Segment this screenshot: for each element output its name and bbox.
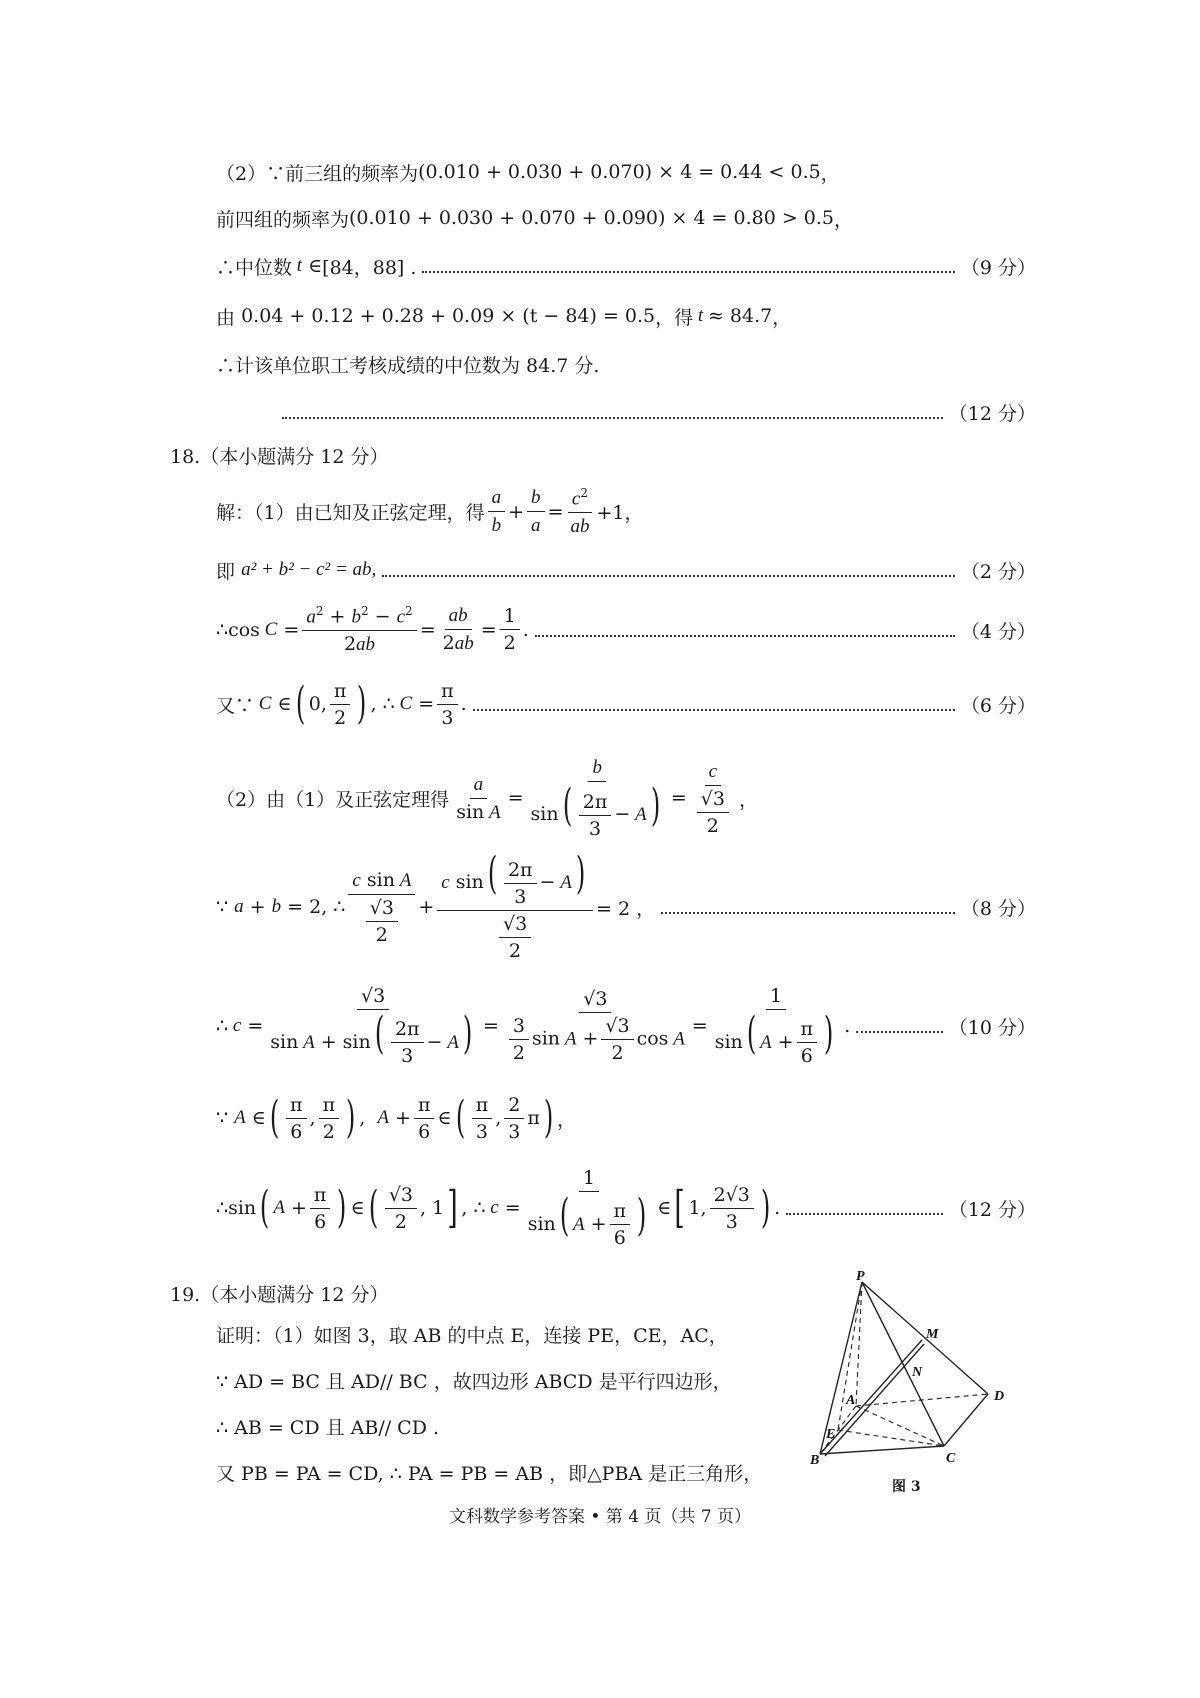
label-M: M [926,1327,939,1342]
page-footer: 文科数学参考答案 • 第 4 页（共 7 页） [448,1507,752,1527]
p17-conclusion: ∴计该单位职工考核成绩的中位数为 84.7 分. [216,354,600,377]
score-mark: （2 分） [960,560,1036,583]
q18-step-1: 解：（1）由已知及正弦定理，得 $\frac{a}{b}$ + $\frac{b}{a}$ = $\frac{c^2}{ab}$ +1， [216,485,644,538]
q18-step-3: ∴cos C = $\frac{a^2 + b^2 - c^2}{2ab}$ = $\frac{ab}{2ab}$ = $\frac{1}{2}$ . （4 分） [216,603,1036,656]
q18-step-4: 又∵ C ∈ ( 0, $\frac{\pi}{2}$ ) , ∴ C = $\frac{\pi}{3}$ . （6 分） [216,678,1036,729]
leader-dots [535,635,955,637]
score-mark: （6 分） [960,694,1036,717]
q18-step-2 [216,546,1036,594]
edge-PC [862,1282,944,1446]
edge-EC [838,1430,944,1446]
score-mark: （12 分） [948,402,1036,425]
label-A: A [846,1393,856,1408]
edge-CD [944,1394,988,1446]
p17-l3-lead: ∴中位数 [216,256,293,279]
q18-s1-lead: 解：（1）由已知及正弦定理，得 [216,502,485,525]
p17-l4-expr: 0.04 + 0.12 + 0.28 + 0.09 × (t − 84) = 0.5 [241,305,656,327]
score-mark: （10 分） [948,1016,1036,1039]
p17-l2-expr: (0.010 + 0.030 + 0.070 + 0.090) × 4 = 0.80 > 0.5 [349,207,835,229]
score-mark: （9 分） [960,256,1036,279]
p17-l1-lead: （2）∵前三组的频率为 [216,162,419,185]
q19-line-2 [216,1356,776,1404]
label-D: D [994,1389,1005,1404]
p17-l2-lead: 前四组的频率为 [216,208,350,231]
leader-dots [661,912,955,914]
score-mark: （12 分） [948,1198,1036,1221]
q18-heading: 18.（本小题满分 12 分） [170,446,389,468]
label-E: E [826,1427,836,1442]
p17-l3-expr: [84，88] . [322,256,417,279]
q18-step-9: ∴sin ( A + $\frac{\pi}{6}$ ) ∈ ( $\frac{√3}{2}$ , 1 ] , ∴ c = 1 sin( A + $\frac{\pi}{6}$ ) ∈ [ 1, $\frac{2√3}{3}$ ) . （12 分） [216,1166,1036,1250]
p17-l4-lead: 由 [216,306,236,329]
q19-line-1 [216,1310,776,1358]
leader-dots [786,1213,943,1215]
q19-l2: ∵ AD = BC 且 AD// BC ，故四边形 ABCD 是平行四边形， [216,1370,732,1393]
label-P: P [856,1269,865,1284]
edge-PD [862,1282,988,1394]
p17-line-3: ∴中位数 t ∈ [84，88] . （9 分） [216,242,1036,290]
score-mark: （4 分） [960,620,1036,643]
q18-s2-expr: a² + b² − c² = ab, [241,559,377,580]
edge-AC [856,1406,944,1446]
q19-line-4 [216,1448,776,1496]
q19-heading: 19.（本小题满分 12 分） [170,1284,389,1306]
q18-s6-lead: ∵ [216,896,229,918]
q18-step-7: ∴ c = √3 sin A + sin( $\frac{2\pi}{3}$ − A) = √3 $\frac{3}{2}$ sin A + $\frac{√3}{2}$ cos A = 1 sin( A + $\frac{\pi}{6}$ ) . （10 分） [216,984,1036,1068]
figure-caption: 图 3 [892,1479,921,1495]
q18-s4-lead: 又∵ [216,694,255,717]
pyramid-figure [808,1268,1018,1468]
q19-line-3 [216,1402,776,1450]
edge-AD [856,1394,988,1406]
p17-line-1: （2）∵前三组的频率为 (0.010 + 0.030 + 0.070) × 4 = 0.44 < 0.5 ， [216,148,1036,196]
label-B: B [810,1453,820,1468]
q18-step-5: （2）由（1）及正弦定理得 $\frac{a}{\text{sin A}}$ = b sin( $\frac{2\pi}{3}$ − A) = $\frac{c}{\frac{√3}{2}}$ ， [216,757,758,840]
p17-l4-mid: ，得 [655,306,694,329]
q18-s5-lead: （2）由（1）及正弦定理得 [216,788,450,811]
leader-dots [473,709,955,711]
leader-dots [282,417,943,419]
label-C: C [946,1451,956,1466]
leader-dots [856,1031,943,1033]
edge-BM-2 [825,1344,924,1456]
q18-s2-lead: 即 [216,560,236,583]
p17-line-5 [216,340,1036,388]
q19-l4: 又 PB = PA = CD, ∴ PA = PB = AB ，即△PBA 是正三角形， [216,1462,763,1485]
p17-line-2: 前四组的频率为 (0.010 + 0.030 + 0.070 + 0.090) × 4 = 0.80 > 0.5 ， [216,194,1036,242]
q19-l3: ∴ AB = CD 且 AB// CD . [216,1416,440,1439]
p17-l1-expr: (0.010 + 0.030 + 0.070) × 4 = 0.44 < 0.5 [418,161,821,183]
p17-line-4: 由 0.04 + 0.12 + 0.28 + 0.09 × (t − 84) = 0.5 ，得 t ≈ 84.7 ， [216,292,1036,340]
leader-dots [382,575,955,577]
q18-step-8: ∵ A ∈ ( $\frac{\pi}{6}$ , $\frac{\pi}{2}$ ) , A + $\frac{\pi}{6}$ ∈ ( $\frac{\pi}{3}$ , $\frac{2}{3}$ π ) ， [216,1092,577,1143]
leader-dots [422,271,954,273]
q19-l1: 证明：（1）如图 3，取 AB 的中点 E，连接 PE，CE，AC， [216,1324,728,1347]
edge-BC [820,1446,944,1454]
label-N: N [912,1365,923,1380]
p17-l4-result: ≈ 84.7 [707,305,773,327]
p17-line-6 [282,388,1036,436]
q18-step-6: ∵ a + b = 2, ∴ $\frac{\text{c sin A}}{\frac{√3}{2}}$ + c sin( $\frac{2\pi}{3}$ − A) $\frac{√3}{2}$ = 2 ， （8 分） [216,848,1036,962]
score-mark: （8 分） [960,897,1036,920]
